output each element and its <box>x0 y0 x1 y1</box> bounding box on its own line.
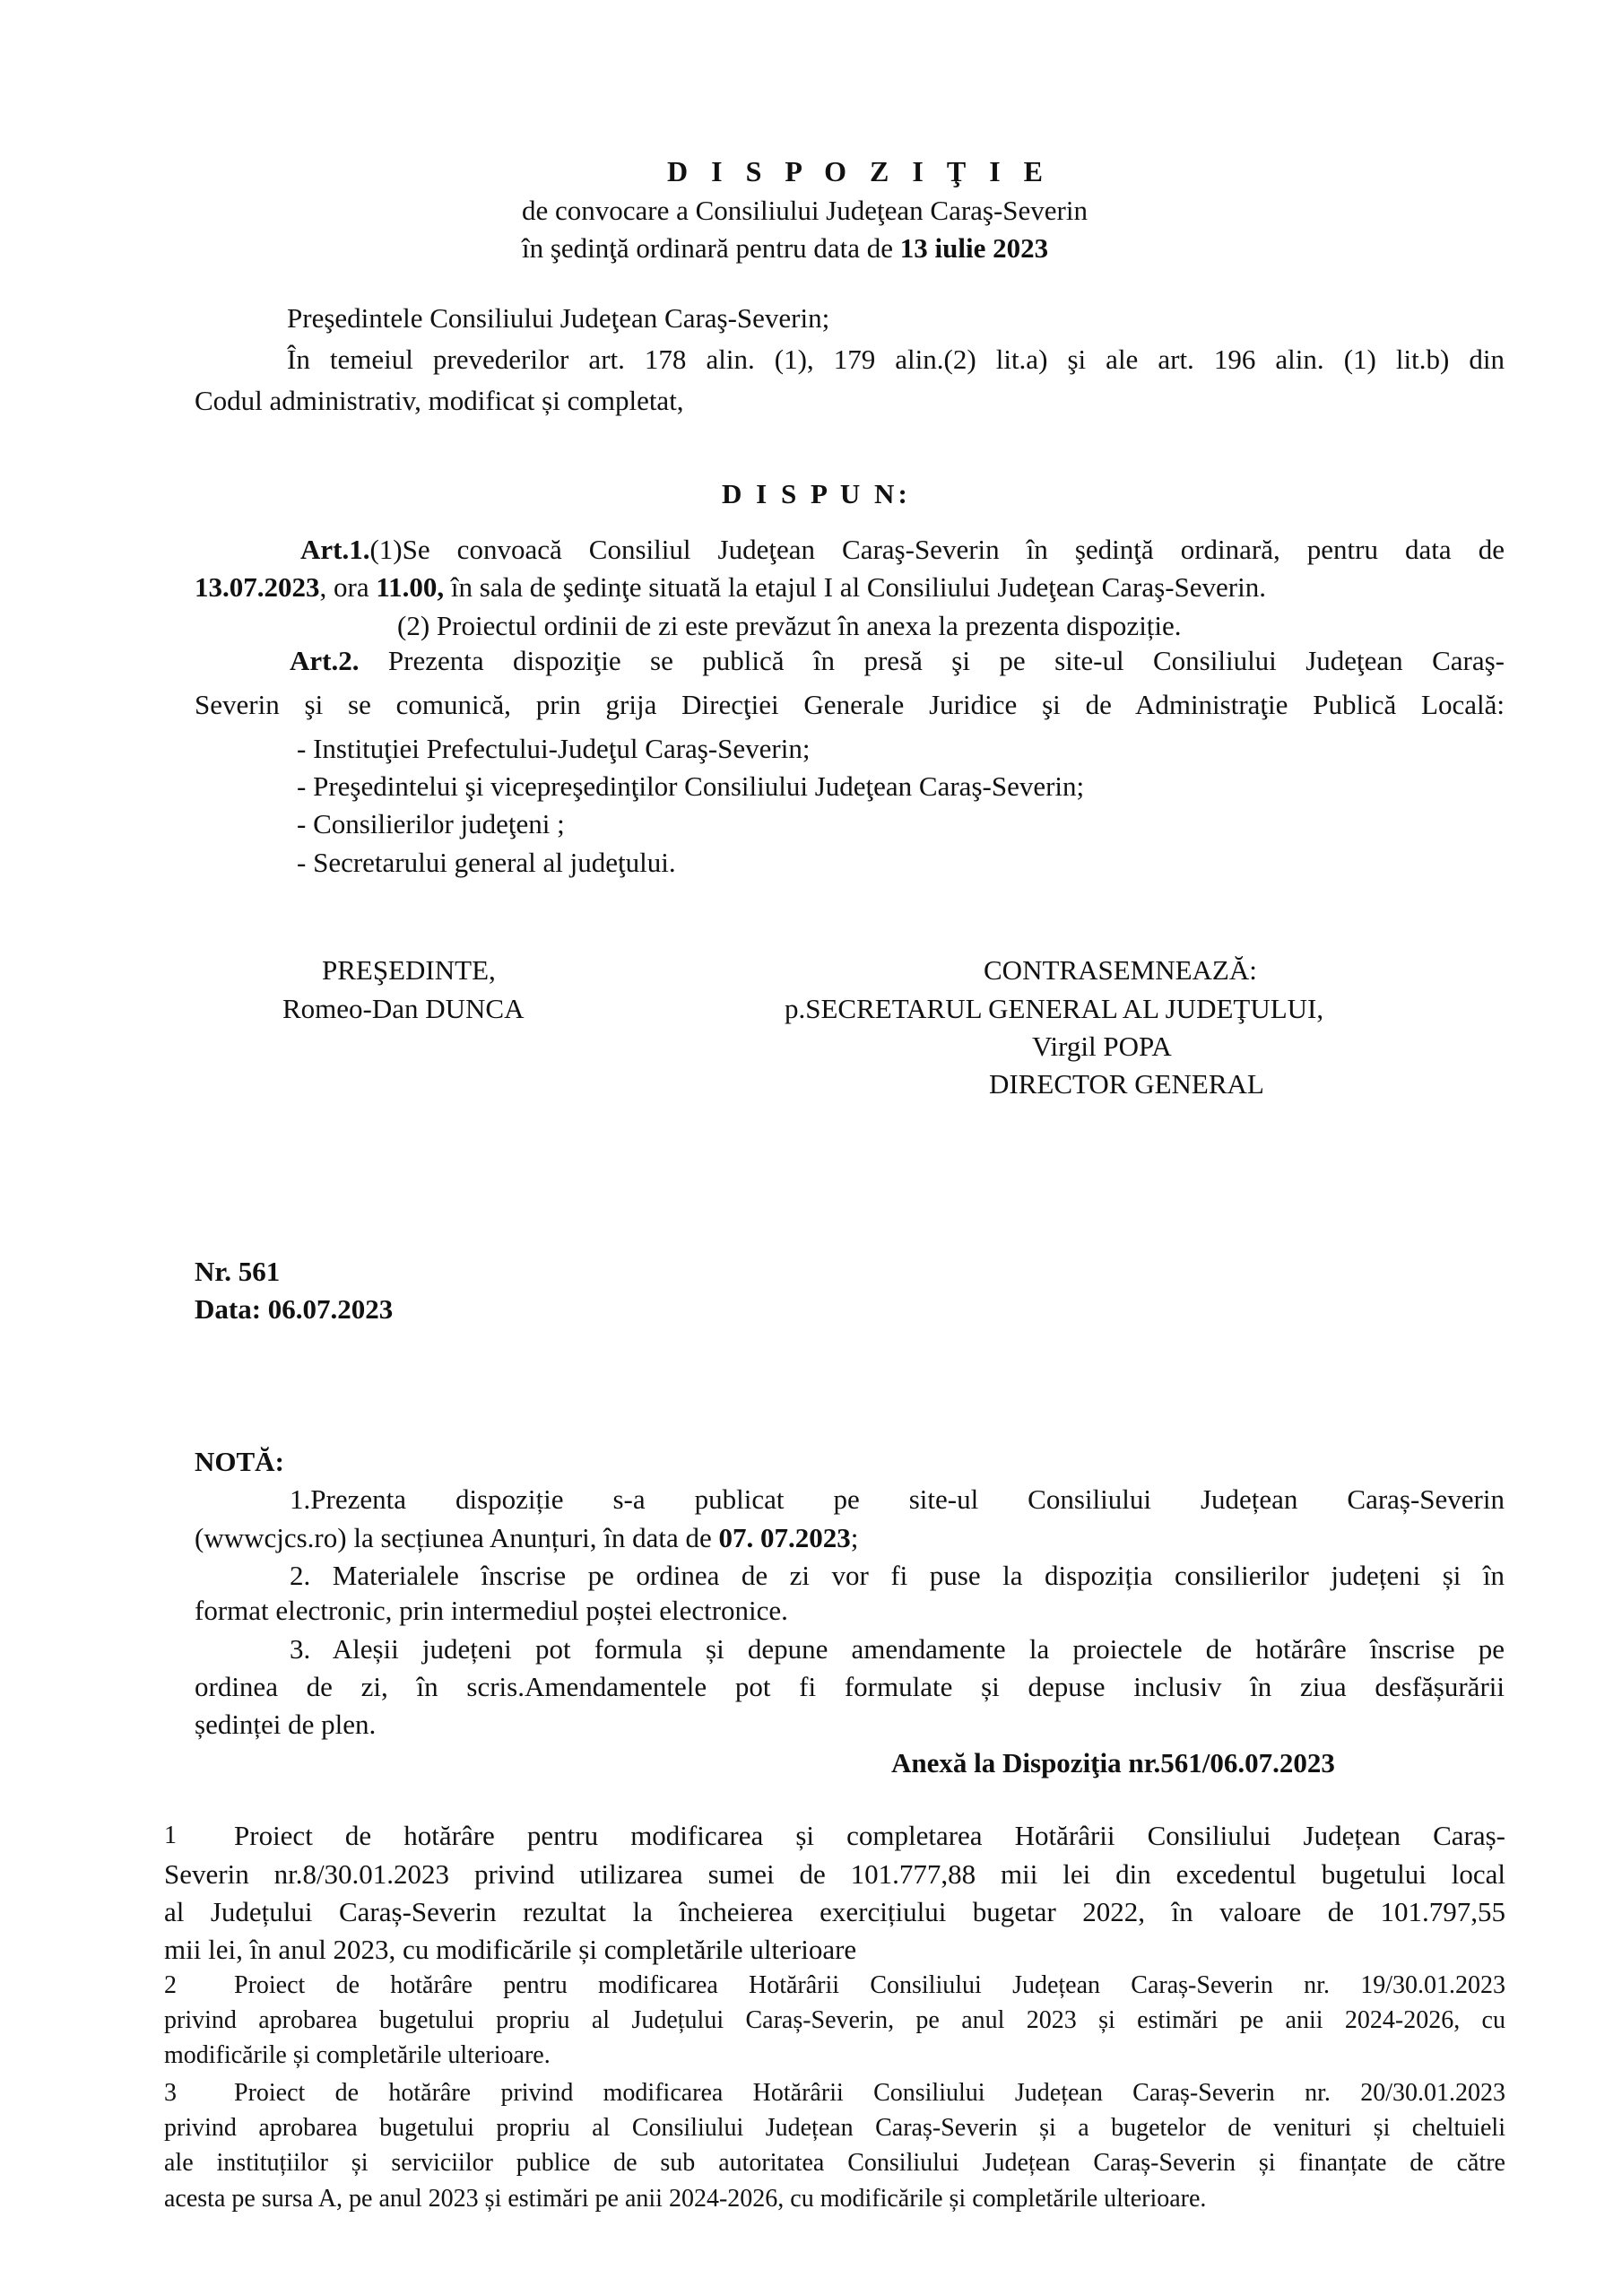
art1-label: Art.1. <box>300 534 370 565</box>
annex-item-line: Proiect de hotărâre pentru modificarea Hotărârii Consiliului Județean Caraș-Severin nr. 19/30.01.2023 <box>234 1971 1505 1999</box>
art1-para2: (2) Proiectul ordinii de zi este prevăzut în anexa la prezenta dispoziție. <box>397 610 1182 641</box>
art1-line <box>195 569 1266 606</box>
dispun-heading: D I S P U N: <box>722 478 911 509</box>
art2-line: Severin şi se comunică, prin grija Direcţiei Generale Juridice şi de Administraţie Publică Locală: <box>195 689 1505 720</box>
art1-text: , ora <box>319 571 377 603</box>
document-subtitle-date-line <box>522 230 1048 267</box>
art1-text: în sala de şedinţe situată la etajul I al Consiliului Judeţean Caraş-Severin. <box>444 571 1266 603</box>
annex-item-line: acesta pe sursa A, pe anul 2023 și estimări pe anii 2024-2026, cu modificările și completările ulterioare. <box>164 2185 1207 2213</box>
meeting-date: 13 iulie 2023 <box>899 232 1049 264</box>
preamble-line: Codul administrativ, modificat și completat, <box>195 385 684 416</box>
secretary-role: p.SECRETARUL GENERAL AL JUDEŢULUI, <box>785 993 1324 1024</box>
art1-date: 13.07.2023 <box>195 571 320 603</box>
document-subtitle: de convocare a Consiliului Judeţean Caraş-Severin <box>522 195 1088 226</box>
annex-item-line: ale instituțiilor și serviciilor publice de sub autoritatea Consiliului Județean Caraș-Severin și finanțate de către <box>164 2149 1505 2177</box>
annex-item-line: modificările și completările ulterioare. <box>164 2041 551 2069</box>
art2-line <box>290 642 1505 680</box>
art1-line <box>300 531 1505 569</box>
recipient-item: - Instituţiei Prefectului-Judeţul Caraş-Severin; <box>297 733 811 764</box>
art2-label: Art.2. <box>290 645 360 676</box>
document-title: D I S P O Z I Ţ I E <box>667 155 1051 187</box>
preamble-line: Preşedintele Consiliului Judeţean Caraş-Severin; <box>287 302 830 334</box>
annex-item-number: 3 <box>164 2079 177 2107</box>
subtitle-text: în şedinţă ordinară pentru data de <box>522 232 900 264</box>
nota-text: ; <box>850 1522 859 1553</box>
annex-item-line: Proiect de hotărâre pentru modificarea și completarea Hotărârii Consiliului Județean Caraș- <box>234 1820 1505 1851</box>
annex-item-number: 1 <box>164 1822 177 1849</box>
president-name: Romeo-Dan DUNCA <box>282 993 525 1024</box>
annex-item-line: mii lei, în anul 2023, cu modificările și completările ulterioare <box>164 1934 857 1965</box>
recipient-item: - Preşedintelui şi vicepreşedinţilor Consiliului Judeţean Caraş-Severin; <box>297 770 1085 802</box>
nota-line: 2. Materialele înscrise pe ordinea de zi vor fi puse la dispoziția consilierilor județeni și în <box>290 1560 1505 1591</box>
secretary-position: DIRECTOR GENERAL <box>989 1068 1264 1100</box>
annex-item-line: Severin nr.8/30.01.2023 privind utilizarea sumei de 101.777,88 mii lei din excedentul bugetului local <box>164 1858 1505 1890</box>
annex-item-line: Proiect de hotărâre privind modificarea Hotărârii Consiliului Județean Caraș-Severin nr. 20/30.01.2023 <box>234 2079 1505 2107</box>
document-date: Data: 06.07.2023 <box>195 1293 394 1325</box>
nota-line: 3. Aleșii județeni pot formula și depune amendamente la proiectele de hotărâre înscrise pe <box>290 1633 1505 1665</box>
publish-date: 07. 07.2023 <box>718 1522 851 1553</box>
annex-item-line: privind aprobarea bugetului propriu al Județului Caraș-Severin, pe anul 2023 și estimări pe anii 2024-2026, cu <box>164 2006 1505 2034</box>
nota-line: format electronic, prin intermediul poștei electronice. <box>195 1595 788 1626</box>
nota-heading: NOTĂ: <box>195 1446 284 1477</box>
nota-line: ședinței de plen. <box>195 1709 377 1740</box>
nota-text: (wwwcjcs.ro) la secțiunea Anunțuri, în data de <box>195 1522 719 1553</box>
annex-item-line: al Județului Caraș-Severin rezultat la încheierea exercițiului bugetar 2022, în valoare de 101.797,55 <box>164 1896 1505 1927</box>
recipient-item: - Consilierilor judeţeni ; <box>297 808 565 839</box>
annex-item-line: privind aprobarea bugetului propriu al Consiliului Județean Caraș-Severin și a bugetelor de venituri și cheltuieli <box>164 2114 1505 2142</box>
annex-item-number: 2 <box>164 1971 177 1999</box>
recipient-item: - Secretarului general al judeţului. <box>297 847 676 878</box>
nota-line: 1.Prezenta dispoziție s-a publicat pe site-ul Consiliului Județean Caraș-Severin <box>290 1483 1505 1515</box>
annex-title: Anexă la Dispoziţia nr.561/06.07.2023 <box>891 1747 1335 1779</box>
art1-time: 11.00, <box>376 571 445 603</box>
secretary-name: Virgil POPA <box>1032 1031 1172 1062</box>
art1-text: (1)Se convoacă Consiliul Judeţean Caraş-Severin în şedinţă ordinară, pentru data de <box>369 534 1505 565</box>
preamble-line: În temeiul prevederilor art. 178 alin. (1), 179 alin.(2) lit.a) şi ale art. 196 alin. (1) lit.b) din <box>287 344 1505 375</box>
document-number: Nr. 561 <box>195 1256 281 1287</box>
president-title: PREŞEDINTE, <box>322 954 496 986</box>
nota-line: ordinea de zi, în scris.Amendamentele pot fi formulate și depuse inclusiv în ziua desfășurării <box>195 1671 1505 1702</box>
countersign-title: CONTRASEMNEAZĂ: <box>984 954 1257 986</box>
nota-line <box>195 1519 858 1557</box>
art2-text: Prezenta dispoziţie se publică în presă şi pe site-ul Consiliului Judeţean Caraş- <box>359 645 1505 676</box>
